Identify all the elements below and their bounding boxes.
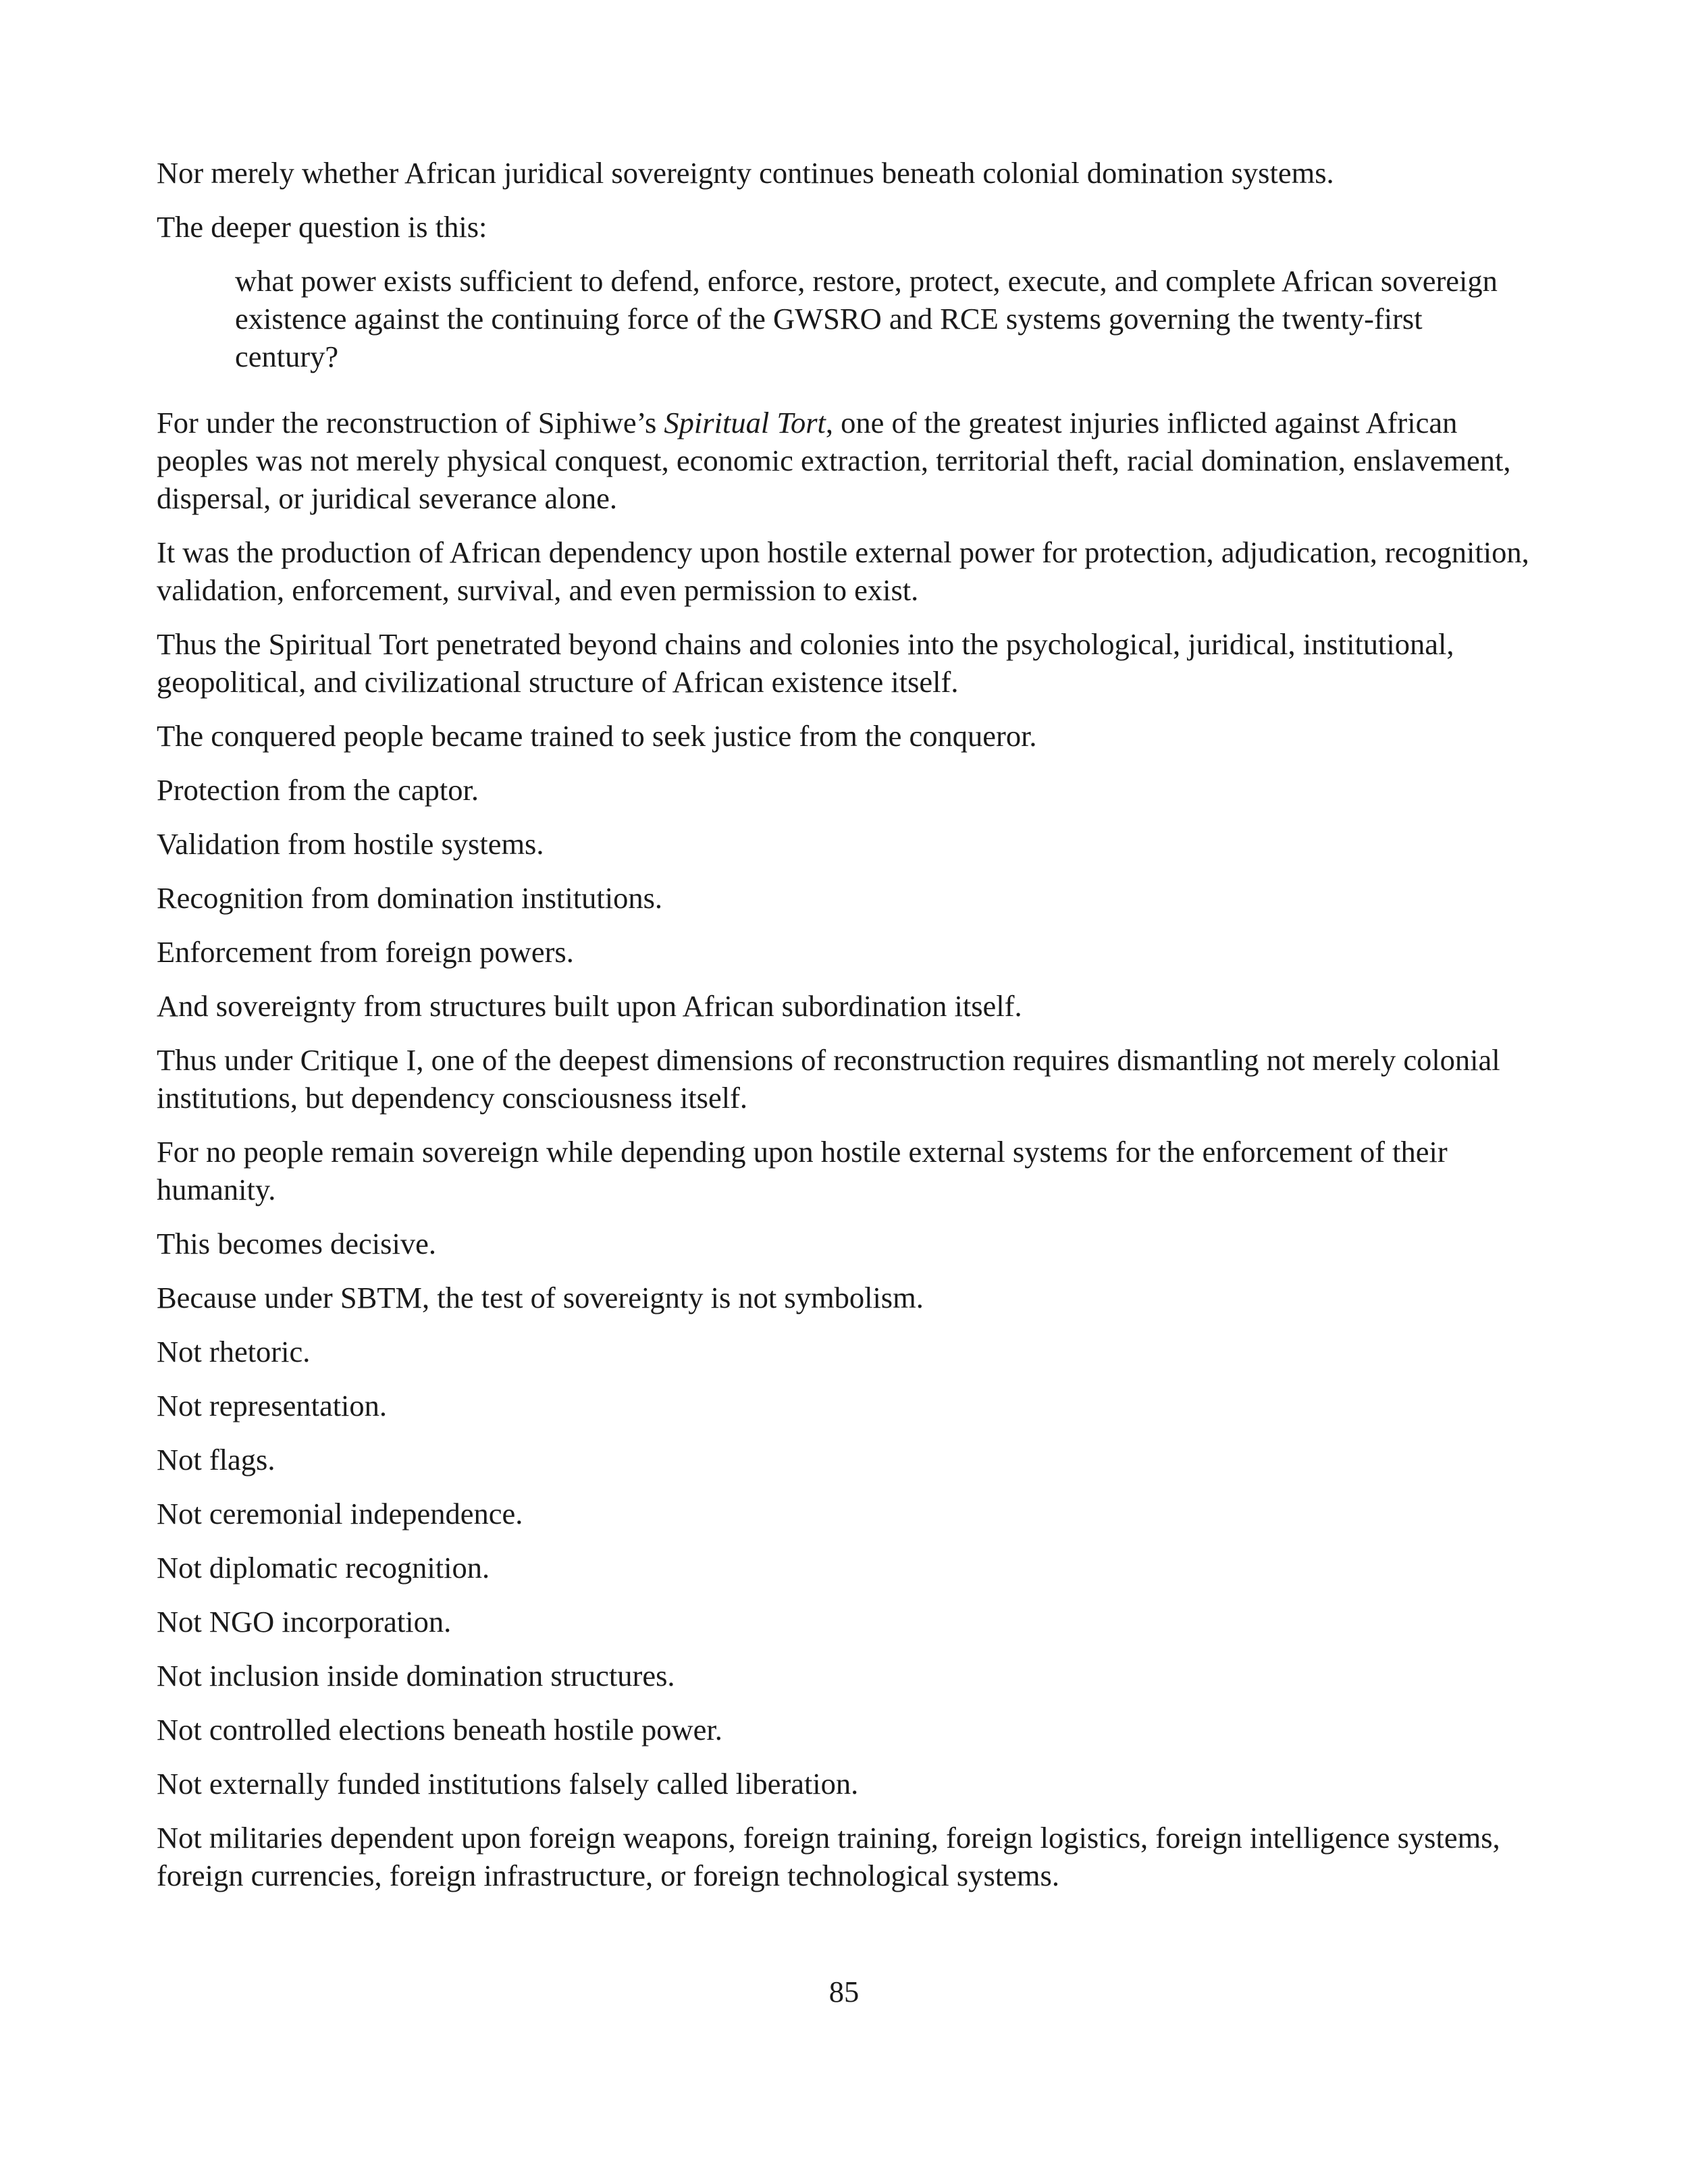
paragraph: Thus the Spiritual Tort penetrated beyond chains and colonies into the psychological, juridical, institutional, geopolitical, and civilizational structure of African existence itself.: [157, 627, 1454, 699]
paragraph: Enforcement from foreign powers.: [157, 935, 574, 969]
paragraph: Not diplomatic recognition.: [157, 1551, 490, 1584]
paragraph: It was the production of African dependency upon hostile external power for protection, adjudication, recognition, validation, enforcement, survival, and even permission to exist.: [157, 535, 1529, 607]
paragraph: Nor merely whether African juridical sovereignty continues beneath colonial domination systems.: [157, 156, 1334, 190]
paragraph: Not controlled elections beneath hostile power.: [157, 1713, 722, 1747]
paragraph-text: For under the reconstruction of Siphiwe’s: [157, 406, 664, 440]
paragraph: Not ceremonial independence.: [157, 1497, 523, 1530]
paragraph: Not rhetoric.: [157, 1335, 311, 1368]
paragraph: The deeper question is this:: [157, 210, 487, 244]
paragraph-text: , one of the greatest injuries inflicted against African peoples was not merely physical conquest, economic extraction, territorial theft, racial domination, enslavement, dispersal, or juridical severance alone.: [157, 406, 1511, 515]
paragraph: Recognition from domination institutions.: [157, 881, 663, 915]
paragraph: Not inclusion inside domination structures.: [157, 1659, 675, 1693]
paragraph: Not externally funded institutions falsely called liberation.: [157, 1767, 859, 1801]
paragraph: Because under SBTM, the test of sovereignty is not symbolism.: [157, 1281, 924, 1314]
italic-title: Spiritual Tort: [664, 406, 826, 440]
page-number: 85: [828, 1975, 860, 2008]
paragraph: For no people remain sovereign while depending upon hostile external systems for the enforcement of their humanity.: [157, 1135, 1448, 1206]
paragraph: The conquered people became trained to seek justice from the conqueror.: [157, 719, 1037, 753]
paragraph: This becomes decisive.: [157, 1227, 436, 1260]
paragraph: Not militaries dependent upon foreign weapons, foreign training, foreign logistics, foreign intelligence systems, foreign currencies, foreign infrastructure, or foreign technological systems.: [157, 1821, 1500, 1892]
paragraph: Not NGO incorporation.: [157, 1605, 452, 1639]
paragraph: Not flags.: [157, 1443, 275, 1476]
page-body: [157, 154, 1534, 1911]
paragraph: And sovereignty from structures built upon African subordination itself.: [157, 989, 1022, 1023]
paragraph: Not representation.: [157, 1389, 388, 1422]
block-quote: what power exists sufficient to defend, enforce, restore, protect, execute, and complete African sovereign existence against the continuing force of the GWSRO and RCE systems governing the twenty-first century?: [235, 264, 1498, 373]
paragraph: Protection from the captor.: [157, 773, 479, 807]
paragraph: Thus under Critique I, one of the deepest dimensions of reconstruction requires dismantling not merely colonial institutions, but dependency consciousness itself.: [157, 1043, 1500, 1115]
paragraph: Validation from hostile systems.: [157, 827, 544, 861]
spiritual-tort-paragraph: [157, 404, 1534, 517]
